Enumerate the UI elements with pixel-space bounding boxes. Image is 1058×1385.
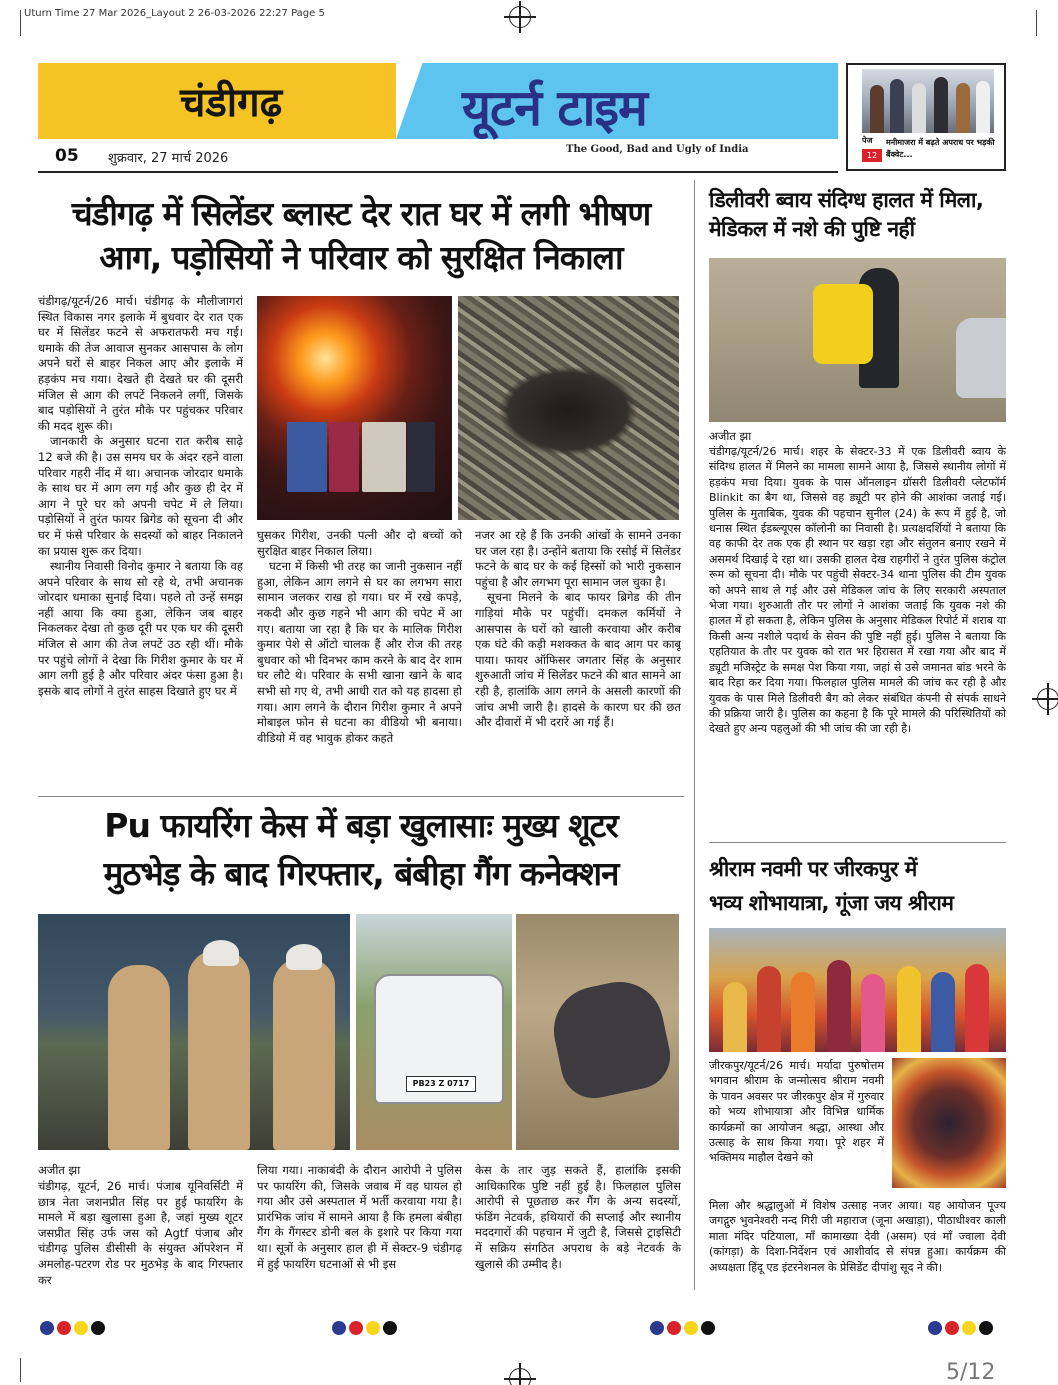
crop-mark [1036, 10, 1037, 36]
column-divider [694, 180, 695, 1290]
lead-column-2: घुसकर गिरीश, उनकी पत्नी और दो बच्चों को सुरक्षित बाहर निकाल लिया। घटना में किसी भी तरह का जानी नुकसान नहीं हुआ, लेकिन आग लगने से घर का लगभग सारा सामान जलकर राख हो गया। घर में रखे कपड़े, नकदी और कुछ गहने भी आग की चपेट में आ गए। बताया जा रहा है कि घर के मालिक गिरीश कुमार पेशे से ऑटो चालक हैं और रोज की तरह बुधवार को भी दिनभर काम करने के बाद देर शाम घर लौटे थे। परिवार के सभी खाना खाने के बाद सभी सो गए थे, तभी आधी रात को यह हादसा हो गया। आग लगने के दौरान गिरीश कुमार ने अपने मोबाइल फोन से घटना का वीडियो भी बनाया। वीडियो में वह भावुक होकर कहते [257, 528, 462, 745]
teaser-photo [862, 69, 994, 133]
lead-column-1: चंडीगढ़/यूटर्न/26 मार्च। चंडीगढ़ के मौलीजागरां स्थित विकास नगर इलाके में बुधवार देर रात एक घर में सिलेंडर फटने से अफरातफरी मच गई। धमाके की तेज आवाज सुनकर आसपास के लोग अपने घरों से बाहर निकल आए और इलाके में हड़कंप मच गया। देखते ही देखते घर की दूसरी मंजिल से आग की लपटें निकलने लगीं, जिसके बाद पड़ोसियों ने तुरंत मौके पर पहुंचकर परिवार की मदद शुरू की। जानकारी के अनुसार घटना रात करीब साढ़े 12 बजे की है। उस समय घर के अंदर रहने वाला परिवार गहरी नींद में था। अचानक जोरदार धमाके के साथ घर में आग लग गई और कुछ ही देर में आग ने पूरे घर को अपनी चपेट में ले लिया। पड़ोसियों ने तुरंत फायर ब्रिगेड को सूचना दी और घर में फंसे परिवार के सदस्यों को बाहर निकालने का प्रयास शुरू कर दिया। स्थानीय निवासी विनोद कुमार ने बताया कि वह अपने परिवार के साथ सो रहे थे, तभी अचानक जोरदार धमाका सुनाई दिया। पहले तो उन्हें समझ नहीं आया कि क्या हुआ, लेकिन जब बाहर निकलकर देखा तो कुछ दूरी पर एक घर की दूसरी मंजिल से आग की तेज लपटें उठ रही थीं। मौके पर पहुंचे लोगों ने देखा कि गिरीश कुमार के घर में आग लगी हुई है और परिवार अंदर फंसा हुआ है। इसके बाद लोगों ने तुरंत साहस दिखाते हुए घर में [38, 294, 243, 698]
issue-date: शुक्रवार, 27 मार्च 2026 [108, 151, 229, 166]
idol-photo [892, 1058, 1006, 1188]
registration-mark-icon [509, 1368, 531, 1385]
second-byline: अजीत झा [38, 1163, 81, 1177]
newspaper-tagline: The Good, Bad and Ugly of India [566, 144, 749, 155]
seized-car-photo [356, 914, 512, 1150]
side-story-2-headline: श्रीराम नवमी पर जीरकपुर में भव्य शोभायात्रा, गूंजा जय श्रीराम [709, 857, 954, 915]
page-indicator: 5/12 [946, 1360, 996, 1385]
second-headline: Pu फायरिंग केस में बड़ा खुलासाः मुख्य शूटर मुठभेड़ के बाद गिरफ्तार, बंबीहा गैंग कनेक्शन [103, 806, 619, 893]
crop-mark [20, 1358, 21, 1382]
debris-photo [458, 296, 679, 520]
delivery-boy-photo [709, 258, 1006, 422]
side-story-2-body-top: जीरकपुर/यूटर्न/26 मार्च। मर्यादा पुरुषोत्तम भगवान श्रीराम के जन्मोत्सव श्रीराम नवमी के पावन अवसर पर जीरकपुर क्षेत्र में गुरुवार को भव्य शोभायात्रा और विभिन्न धार्मिक कार्यक्रमों का आयोजन श्रद्धा, आस्था और उत्साह के साथ किया गया। पूरे शहर में भक्तिमय माहौल देखने को [709, 1059, 884, 1165]
fire-photo [257, 296, 452, 520]
second-column-1: चंडीगढ़, यूटर्न, 26 मार्च। पंजाब यूनिवर्सिटी में छात्र नेता जशनप्रीत सिंह पर हुई फायरिंग के मामले में बड़ा खुलासा हुआ है, जहां मुख्य शूटर जसप्रीत सिंह उर्फ जस को Agtf पंजाब और चंडीगढ़ पुलिस डीसीसी के संयुक्त ऑपरेशन में अमलोह-पटरण रोड पर मुठभेड़ के बाद गिरफ्तार कर [38, 1179, 243, 1287]
masthead-rule [38, 171, 838, 173]
registration-mark-icon [509, 6, 531, 28]
side-story-1-body: चंडीगढ़/यूटर्न/26 मार्च। शहर के सेक्टर-33 में एक डिलीवरी ब्वाय के संदिग्ध हालत में मिलने का मामला सामने आया है, जिससे स्थानीय लोगों में हड़कंप मचा दिया। युवक के पास ऑनलाइन ग्रॉसरी डिलीवरी प्लेटफॉर्म Blinkit का बैग था, जिससे वह ड्यूटी पर होने की आशंका जताई गई। पुलिस के मुताबिक, युवक की पहचान सुनील (24) के रूप में हुई है, जो धनास स्थित ईडब्ल्यूएस कॉलोनी का निवासी है। प्रत्यक्षदर्शियों ने बताया कि वह काफी देर तक एक ही स्थान पर खड़ा रहा और संतुलन बनाए रखने में असमर्थ दिखाई दे रहा था। उसकी हालत देख राहगीरों ने तुरंत पुलिस कंट्रोल रूम को सूचना दी। मौके पर पहुंची सेक्टर-34 थाना पुलिस की टीम युवक को अपने साथ ले गई और उसे मेडिकल जांच के लिए सरकारी अस्पताल भेजा गया। शुरुआती तौर पर लोगों ने आशंका जताई कि युवक नशे की हालत में हो सकता है, लेकिन पुलिस के अनुसार मेडिकल रिपोर्ट में शराब या किसी अन्य नशीले पदार्थ के सेवन की पुष्टि नहीं हुई। पुलिस ने बताया कि एहतियात के तौर पर युवक को रात भर हिरासत में रखा गया और बाद में ड्यूटी मजिस्ट्रेट के समक्ष पेश किया गया, जहां से उसे जमानत बांड भरने के बाद रिहा कर दिया गया। फिलहाल पुलिस मामले की जांच कर रही है और युवक के पास मिले डिलीवरी बैग को लेकर संबंधित कंपनी से संपर्क साधने की प्रक्रिया जारी है। पुलिस का कहना है कि पूरे मामले की परिस्थितियों को देखते हुए अन्य पहलुओं की भी जांच की जा रही है। [709, 445, 1006, 736]
print-slug: Uturn Time 27 Mar 2026_Layout 2 26-03-2026 22:27 Page 5 [24, 8, 325, 19]
page-number: 05 [55, 146, 79, 166]
second-column-2: लिया गया। नाकाबंदी के दौरान आरोपी ने पुलिस पर फायरिंग की, जिसके जवाब में वह घायल हो गया और उसे अस्पताल में भर्ती करवाया गया है। प्रारंभिक जांच में सामने आया है कि हमला बंबीहा गैंग के गैंगस्टर डोनी बल के इशारे पर किया गया था। सूत्रों के अनुसार हाल ही में सेक्टर-9 चंडीगढ़ में हुई फायरिंग घटनाओं से भी इस [257, 1163, 462, 1271]
side-story-1-headline: डिलीवरी ब्वाय संदिग्ध हालत में मिला, मेडिकल में नशे की पुष्टि नहीं [709, 188, 984, 241]
section-rule [38, 796, 684, 797]
color-dots [650, 1320, 718, 1334]
color-dots [928, 1320, 996, 1334]
section-rule [709, 842, 1006, 843]
crop-mark [20, 10, 21, 36]
car-number-plate: PB23 Z 0717 [406, 1076, 476, 1092]
lead-column-3: नजर आ रहे हैं कि उनकी आंखों के सामने उनका घर जल रहा है। उन्होंने बताया कि रसोई में सिलेंडर फटने के बाद घर के कई हिस्सों को भारी नुकसान पहुंचा है और लगभग पूरा सामान जल चुका है। सूचना मिलने के बाद फायर ब्रिगेड की तीन गाड़ियां मौके पर पहुंचीं। दमकल कर्मियों ने आसपास के घरों को खाली करवाया और करीब एक घंटे की कड़ी मशक्कत के बाद आग पर काबू पाया। फायर ऑफिसर जगतार सिंह के अनुसार शुरुआती जांच में सिलेंडर फटने की बात सामने आ रही है, हालांकि आग लगने के असली कारणों की जांच अभी जारी है। हादसे के कारण घर की छत और दीवारों में भी दरारें आ गई हैं। [475, 528, 681, 730]
lead-headline: चंडीगढ़ में सिलेंडर ब्लास्ट देर रात घर में लगी भीषण आग, पड़ोसियों ने परिवार को सुरक्षित निकाला [71, 194, 651, 277]
masthead-city-band [38, 63, 396, 139]
injured-shooter-photo [516, 914, 679, 1150]
second-column-3: केस के तार जुड़ सकते हैं, हालांकि इसकी आधिकारिक पुष्टि नहीं हुई है। फिलहाल पुलिस आरोपी से पूछताछ कर गैंग के अन्य सदस्यों, फंडिंग नेटवर्क, हथियारों की सप्लाई और स्थानीय मददगारों की पहचान में जुटी है, जिससे ट्राइसिटी में सक्रिय संगठित अपराध के बड़े नेटवर्क के खुलासे की उम्मीद है। [475, 1163, 681, 1271]
procession-photo [709, 928, 1006, 1052]
teaser-text: मनीमाजरा में बढ़ते अपराध पर भड़की बैंक्वेट... [886, 138, 995, 159]
color-dots [332, 1320, 400, 1334]
side-story-1-byline: अजीत झा [709, 429, 752, 443]
registration-mark-icon [1037, 688, 1058, 710]
city-name: चंडीगढ़ [180, 79, 283, 126]
newspaper-logo: यूटर्न टाइम [462, 79, 647, 137]
teaser-page-number: 12 [862, 149, 882, 162]
side-story-2-body-bottom: मिला और श्रद्धालुओं में विशेष उत्साह नजर आया। यह आयोजन पूज्य जगद्गुरु भुवनेश्वरी नन्द गिरी जी महाराज (जूना अखाड़ा), पीठाधीश्वर काली माता मंदिर पटियाला, माँ कामाख्या देवी (असम) एवं माँ ज्वाला देवी (कांगड़ा) के दिशा-निर्देशन एवं आशीर्वाद से संपन्न हुआ। कार्यक्रम की अध्यक्षता हिंदू एड इंटरनेशनल के प्रेसिडेंट दीपांशु सूद ने की। [709, 1199, 1006, 1274]
police-encounter-photo [38, 914, 350, 1150]
teaser-page-label: पेज [862, 136, 873, 145]
inside-page-teaser[interactable] [846, 63, 1006, 171]
color-dots [40, 1320, 108, 1334]
